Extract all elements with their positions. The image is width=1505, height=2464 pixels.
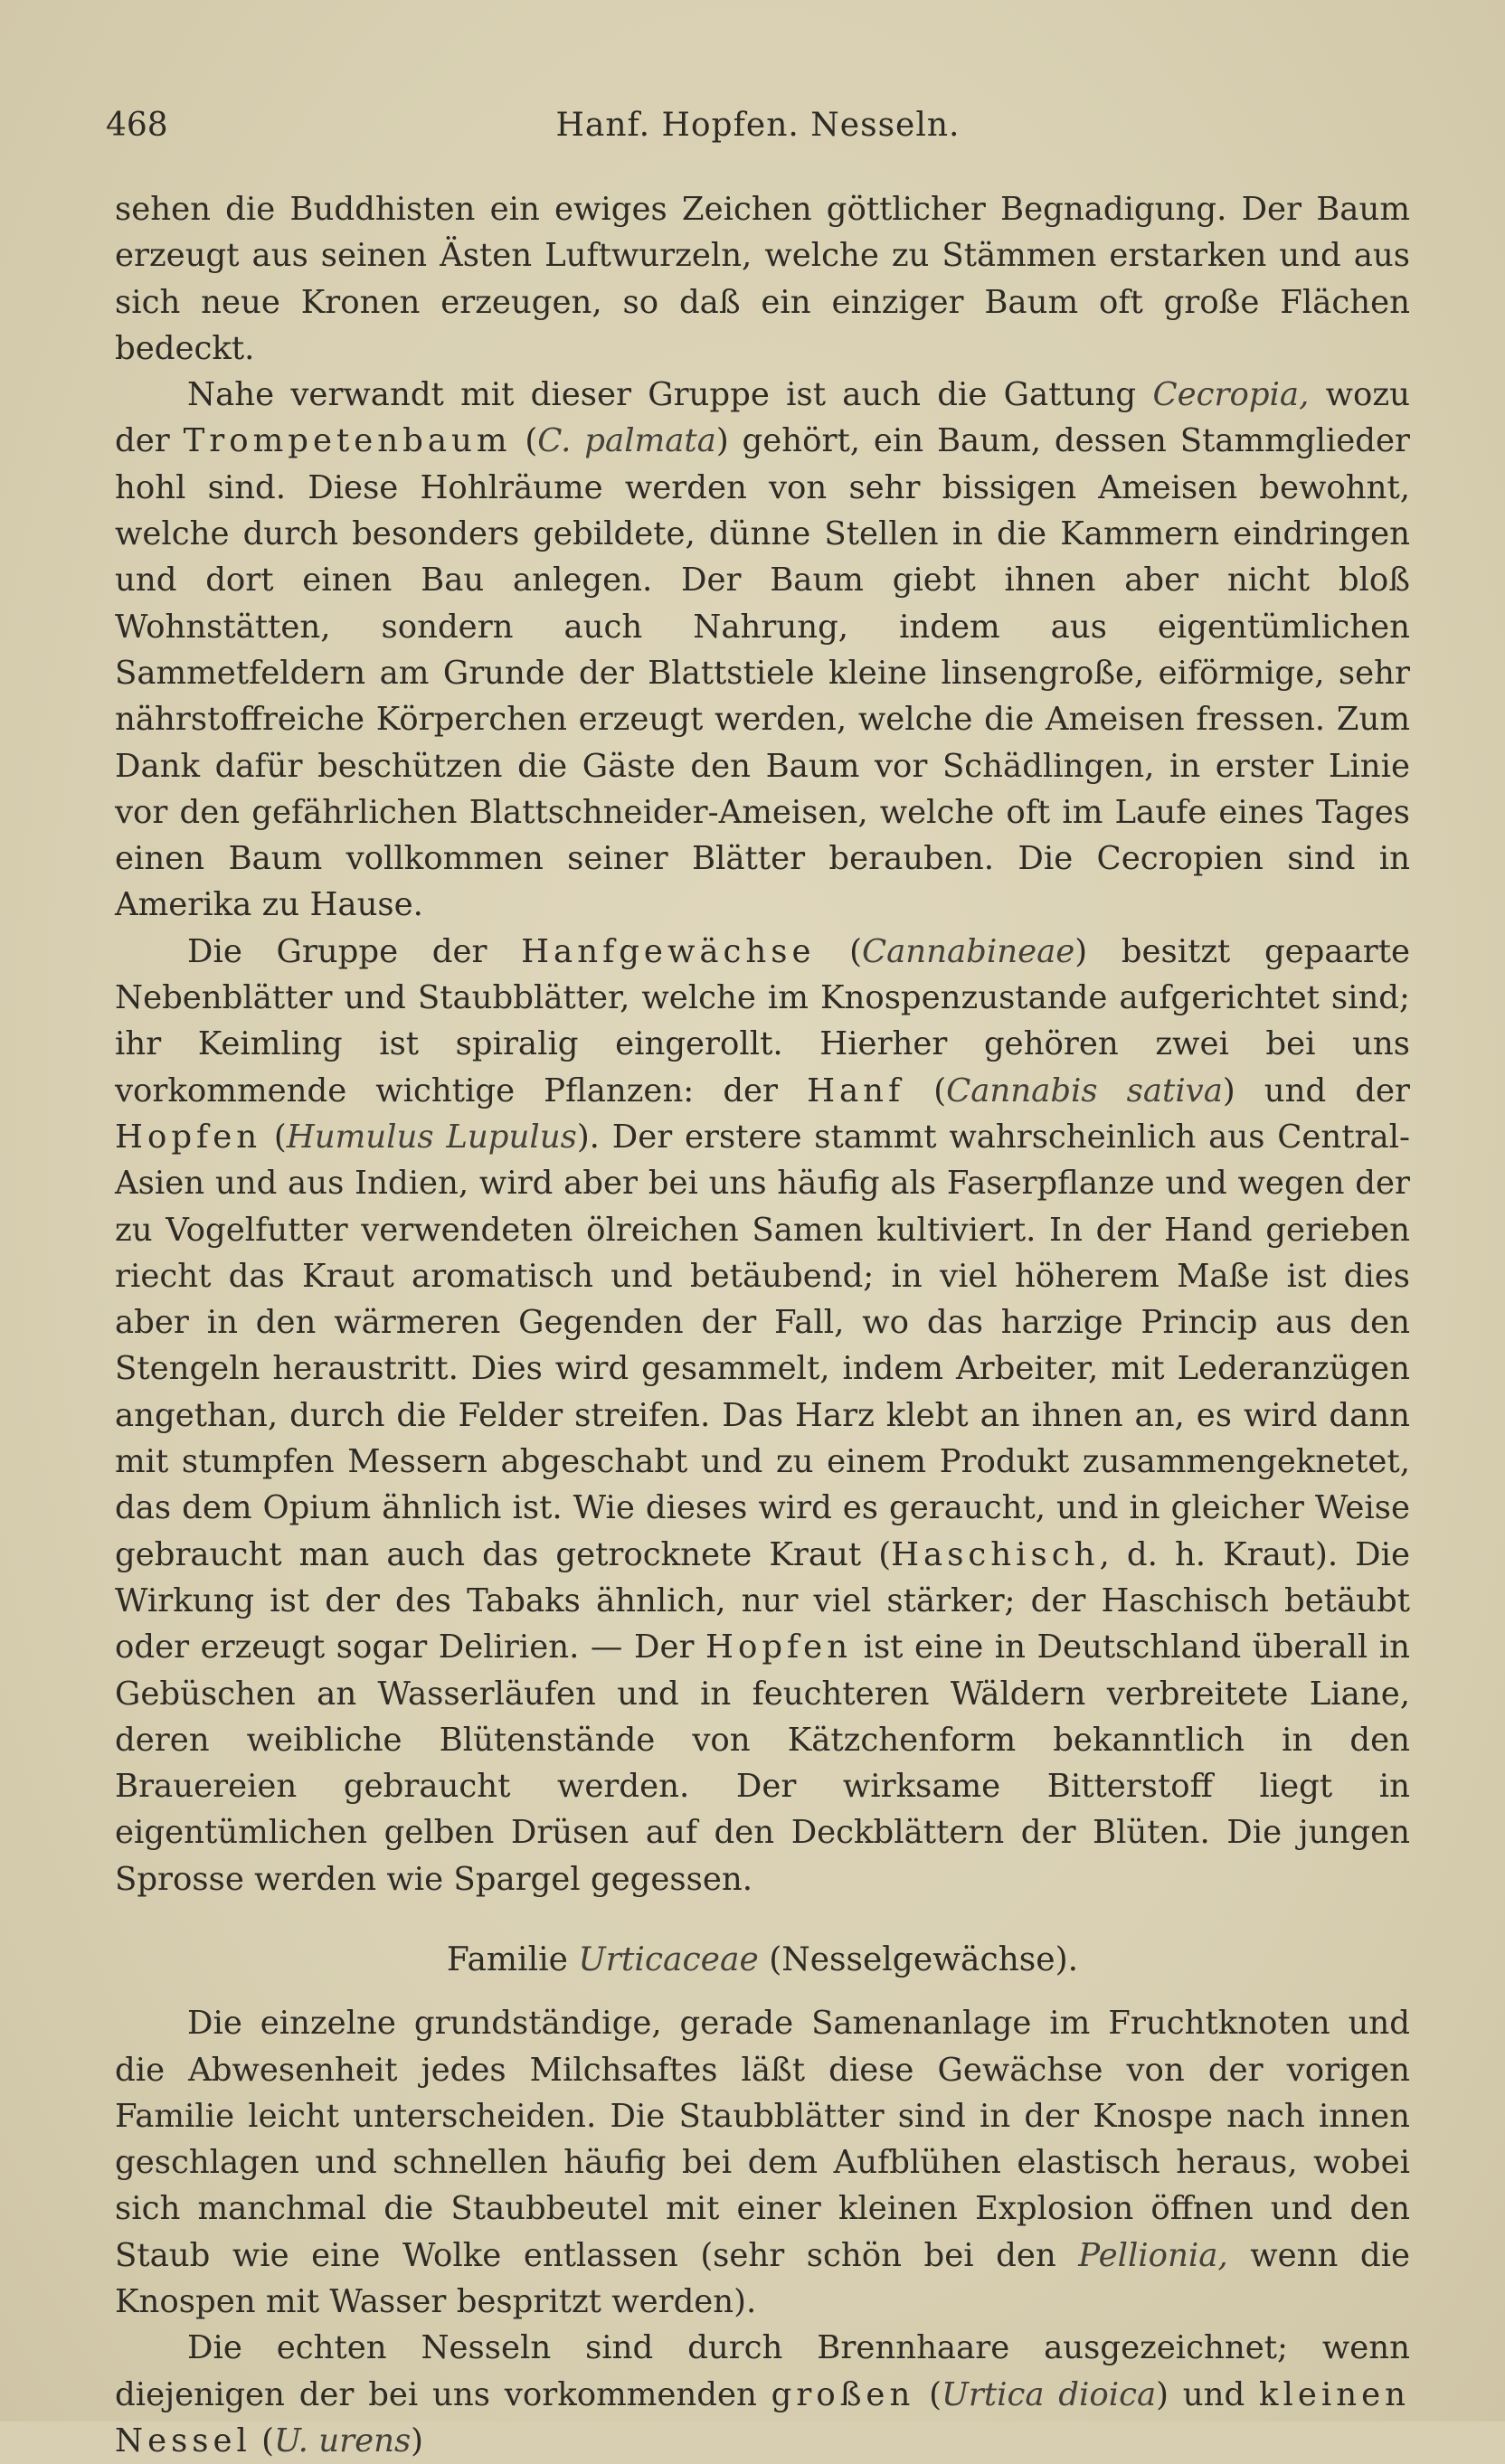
- text-run: wenn die Knospen mit Wasser bespritzt werden).: [115, 2236, 1410, 2321]
- text-run: wozu der: [115, 376, 1410, 460]
- page-number: 468: [106, 107, 168, 144]
- section-heading: [115, 1937, 1410, 1983]
- text-run: Die echten Nesseln sind durch Brennhaare ausgezeichnet; wenn diejenigen der bei uns vorkommenden: [115, 2329, 1410, 2413]
- text-run: (: [511, 422, 538, 460]
- spaced-term: Trompetenbaum: [183, 422, 512, 460]
- text-run: (: [914, 2375, 942, 2413]
- latin-term: Cannabis sativa: [946, 1072, 1223, 1109]
- text-run: ist eine in Deutschland überall in Gebüschen an Wasserläufen und in feuchteren Wäldern verbreitete Liane, deren weibliche Blütenstände von Kätzchenform bekanntlich in den Brauereien gebraucht werden. Der wirksame Bitterstoff liegt in eigentümlichen gelben Drüsen auf den Deckblättern der Blüten. Die jungen Sprosse werden wie Spargel gegessen.: [115, 1629, 1410, 1898]
- latin-term: Pellionia,: [1078, 2236, 1228, 2274]
- text-run: ): [411, 2422, 424, 2459]
- text-run: Die Gruppe der: [187, 932, 522, 970]
- spaced-term: Haschisch: [891, 1535, 1100, 1573]
- text-run: (: [815, 932, 862, 970]
- text-run: (: [261, 1118, 287, 1156]
- paragraph: [115, 186, 1410, 372]
- body-text: [115, 186, 1410, 2464]
- text-run: Die einzelne grundständige, gerade Samenanlage im Fruchtknoten und die Abwesenheit jedes Milchsaftes läßt diese Gewächse von der vorigen Familie leicht unterscheiden. Die Staubblätter sind in der Knospe nach innen geschlagen und schnellen häufig bei dem Aufblühen elastisch heraus, wobei sich manchmal die Staubbeutel mit einer kleinen Explosion öffnen und den Staub wie eine Wolke entlassen (sehr schön bei den: [115, 2005, 1410, 2274]
- text-run: ) und der: [1222, 1072, 1410, 1109]
- text-run: , d. h. Kraut). Die Wirkung ist der des Tabaks ähnlich, nur viel stärker; der Haschisch betäubt oder erzeugt sogar Delirien. — Der: [115, 1535, 1411, 1666]
- text-run: (Nesselgewächse).: [758, 1940, 1079, 1978]
- text-run: Familie: [446, 1940, 579, 1978]
- latin-term: U. urens: [274, 2422, 412, 2459]
- text-run: (: [904, 1072, 947, 1109]
- latin-term: Urticaceae: [578, 1940, 759, 1978]
- spaced-term: kleinen Nessel: [115, 2375, 1410, 2459]
- latin-term: Cannabineae: [861, 932, 1075, 970]
- spaced-term: großen: [771, 2375, 915, 2413]
- paragraph: [115, 929, 1410, 1902]
- running-title: Hanf. Hopfen. Nesseln.: [555, 107, 961, 144]
- paragraph: [115, 2325, 1410, 2464]
- text-run: sehen die Buddhisten ein ewiges Zeichen göttlicher Begnadigung. Der Baum erzeugt aus seinen Ästen Luftwurzeln, welche zu Stämmen erstarken und aus sich neue Kronen erzeugen, so daß ein einziger Baum oft große Flächen bedeckt.: [115, 191, 1410, 367]
- latin-term: C. palmata: [537, 422, 716, 460]
- spaced-term: Hanfgewächse: [521, 932, 816, 970]
- paragraph: [115, 2000, 1410, 2325]
- paragraph: [115, 372, 1410, 929]
- latin-term: Cecropia,: [1152, 376, 1310, 414]
- text-run: Nahe verwandt mit dieser Gruppe ist auch die Gattung: [187, 376, 1153, 414]
- spaced-term: Hopfen: [705, 1629, 853, 1666]
- page-header: [106, 107, 1410, 157]
- text-run: ). Der erstere stammt wahrscheinlich aus Central-Asien und aus Indien, wird aber bei uns häufig als Faserpflanze und wegen der zu Vogelfutter verwendeten ölreichen Samen kultiviert. In der Hand gerieben riecht das Kraut aromatisch und betäubend; in viel höherem Maße ist dies aber in den wärmeren Gegenden der Fall, wo das harzige Princip aus den Stengeln heraustritt. Dies wird gesammelt, indem Arbeiter, mit Lederanzügen angethan, durch die Felder streifen. Das Harz klebt an ihnen an, es wird dann mit stumpfen Messern abgeschabt und zu einem Produkt zusammengeknetet, das dem Opium ähnlich ist. Wie dieses wird es geraucht, und in gleicher Weise gebraucht man auch das getrocknete Kraut (: [115, 1118, 1411, 1573]
- text-run: ) besitzt gepaarte Nebenblätter und Staubblätter, welche im Knospenzustande aufgerichtet sind; ihr Keimling ist spiralig eingerollt. Hierher gehören zwei bei uns vorkommende wichtige Pflanzen: der: [115, 932, 1410, 1109]
- text-run: (: [251, 2422, 275, 2459]
- latin-term: Humulus Lupulus: [286, 1118, 577, 1156]
- text-run: ) gehört, ein Baum, dessen Stammglieder hohl sind. Diese Hohlräume werden von sehr bissigen Ameisen bewohnt, welche durch besonders gebildete, dünne Stellen in die Kammern eindringen und dort einen Bau anlegen. Der Baum giebt ihnen aber nicht bloß Wohnstätten, sondern auch Nahrung, indem aus eigentümlichen Sammetfeldern am Grunde der Blattstiele kleine linsengroße, eiförmige, sehr nährstoffreiche Körperchen erzeugt werden, welche die Ameisen fressen. Zum Dank dafür beschützen die Gäste den Baum vor Schädlingen, in erster Linie vor den gefährlichen Blattschneider-Ameisen, welche oft im Laufe eines Tages einen Baum vollkommen seiner Blätter berauben. Die Cecropien sind in Amerika zu Hause.: [115, 422, 1410, 924]
- text-run: ) und: [1156, 2375, 1260, 2413]
- spaced-term: Hopfen: [115, 1118, 262, 1156]
- spaced-term: Hanf: [807, 1072, 905, 1109]
- latin-term: Urtica dioica: [941, 2375, 1157, 2413]
